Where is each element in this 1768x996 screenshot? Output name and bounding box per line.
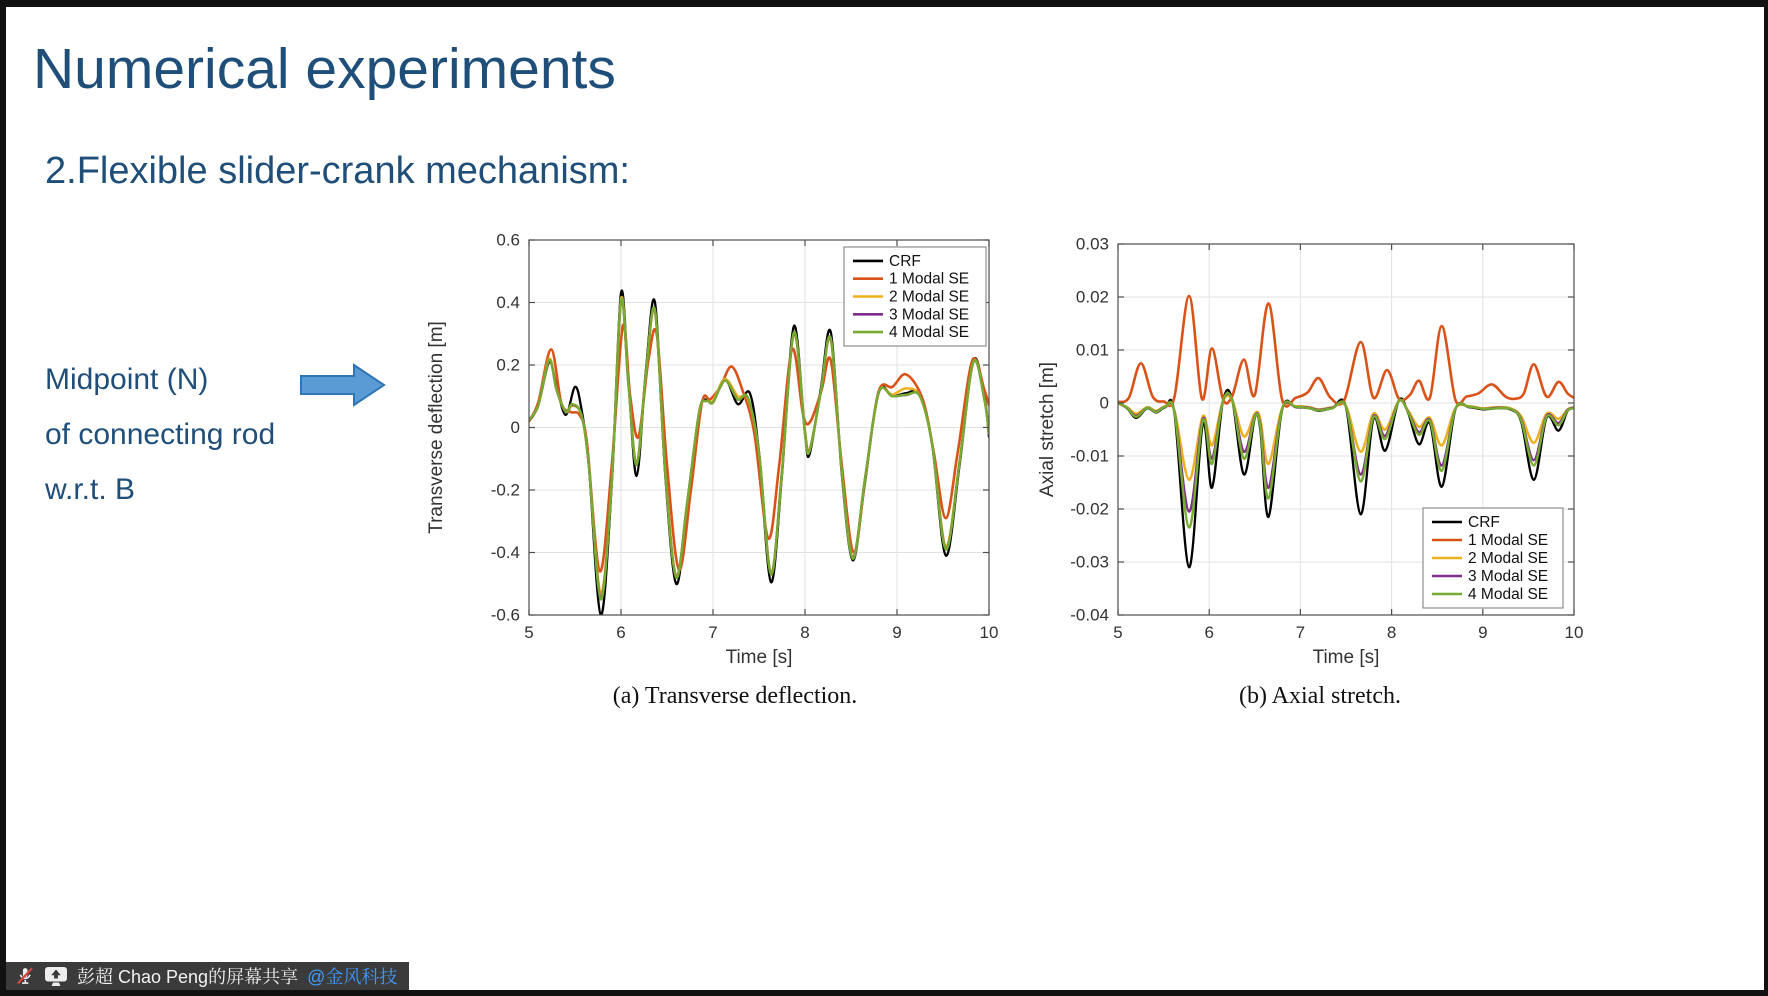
svg-text:CRF: CRF (1468, 514, 1500, 531)
transverse-deflection-chart (420, 225, 1000, 670)
note-line-2: of connecting rod (45, 418, 276, 451)
svg-text:3 Modal SE: 3 Modal SE (889, 306, 970, 324)
svg-text:6: 6 (616, 623, 626, 642)
svg-text:-0.04: -0.04 (1070, 605, 1109, 625)
svg-text:0.4: 0.4 (496, 293, 520, 312)
svg-text:0.2: 0.2 (496, 355, 520, 375)
svg-text:2 Modal SE: 2 Modal SE (889, 288, 970, 306)
svg-text:10: 10 (1564, 623, 1584, 642)
midpoint-note (45, 352, 275, 517)
caption-a: (a) Transverse deflection. (612, 683, 858, 709)
svg-text:4 Modal SE: 4 Modal SE (1468, 586, 1549, 603)
svg-text:10: 10 (979, 623, 999, 642)
svg-text:9: 9 (1478, 623, 1488, 642)
svg-text:0.01: 0.01 (1075, 340, 1109, 360)
svg-text:5: 5 (524, 623, 534, 642)
svg-text:-0.6: -0.6 (490, 605, 520, 625)
svg-text:-0.02: -0.02 (1070, 499, 1109, 519)
svg-text:-0.03: -0.03 (1070, 552, 1109, 572)
svg-text:Time [s]: Time [s] (725, 647, 793, 668)
svg-text:-0.2: -0.2 (490, 480, 520, 500)
screen-border-left (0, 0, 6, 996)
svg-text:5: 5 (1113, 623, 1123, 642)
svg-text:Time [s]: Time [s] (1312, 647, 1380, 668)
svg-text:2 Modal SE: 2 Modal SE (1468, 550, 1549, 567)
note-line-3: w.r.t. B (45, 473, 136, 506)
svg-text:4 Modal SE: 4 Modal SE (889, 324, 970, 342)
note-line-1: Midpoint (N) (45, 363, 209, 396)
slide-subtitle: 2.Flexible slider-crank mechanism: (45, 150, 630, 192)
svg-text:Axial stretch [m]: Axial stretch [m] (1037, 361, 1058, 498)
svg-text:7: 7 (708, 623, 718, 642)
svg-text:0.6: 0.6 (496, 230, 520, 250)
screen-share-icon (44, 966, 68, 987)
svg-text:8: 8 (1386, 623, 1397, 642)
share-bar-mention[interactable]: @金风科技 (307, 967, 398, 987)
right-block-arrow-icon (299, 362, 387, 408)
svg-text:-0.01: -0.01 (1070, 446, 1109, 466)
screen-border-bottom (0, 990, 1768, 996)
svg-text:0: 0 (1099, 393, 1109, 413)
microphone-muted-icon (15, 965, 35, 987)
svg-text:9: 9 (892, 623, 902, 642)
svg-text:-0.4: -0.4 (490, 543, 520, 562)
svg-text:0: 0 (510, 418, 520, 437)
svg-text:7: 7 (1295, 623, 1306, 642)
svg-text:3 Modal SE: 3 Modal SE (1468, 568, 1549, 585)
screen-border-right (1764, 0, 1768, 996)
axial-stretch-chart (1035, 225, 1595, 670)
svg-text:8: 8 (800, 623, 810, 642)
svg-text:1 Modal SE: 1 Modal SE (889, 270, 970, 288)
svg-text:Transverse deflection [m]: Transverse deflection [m] (426, 321, 447, 534)
svg-text:0.02: 0.02 (1075, 287, 1109, 307)
svg-text:0.03: 0.03 (1075, 234, 1109, 254)
screen-share-bar (6, 962, 409, 990)
svg-text:CRF: CRF (889, 252, 921, 270)
slide-title: Numerical experiments (33, 37, 616, 101)
screen-border-top (0, 0, 1768, 7)
svg-text:6: 6 (1204, 623, 1214, 642)
caption-b: (b) Axial stretch. (1239, 683, 1401, 709)
share-bar-text: 彭超 Chao Peng的屏幕共享 (77, 967, 299, 987)
svg-text:1 Modal SE: 1 Modal SE (1468, 532, 1549, 549)
